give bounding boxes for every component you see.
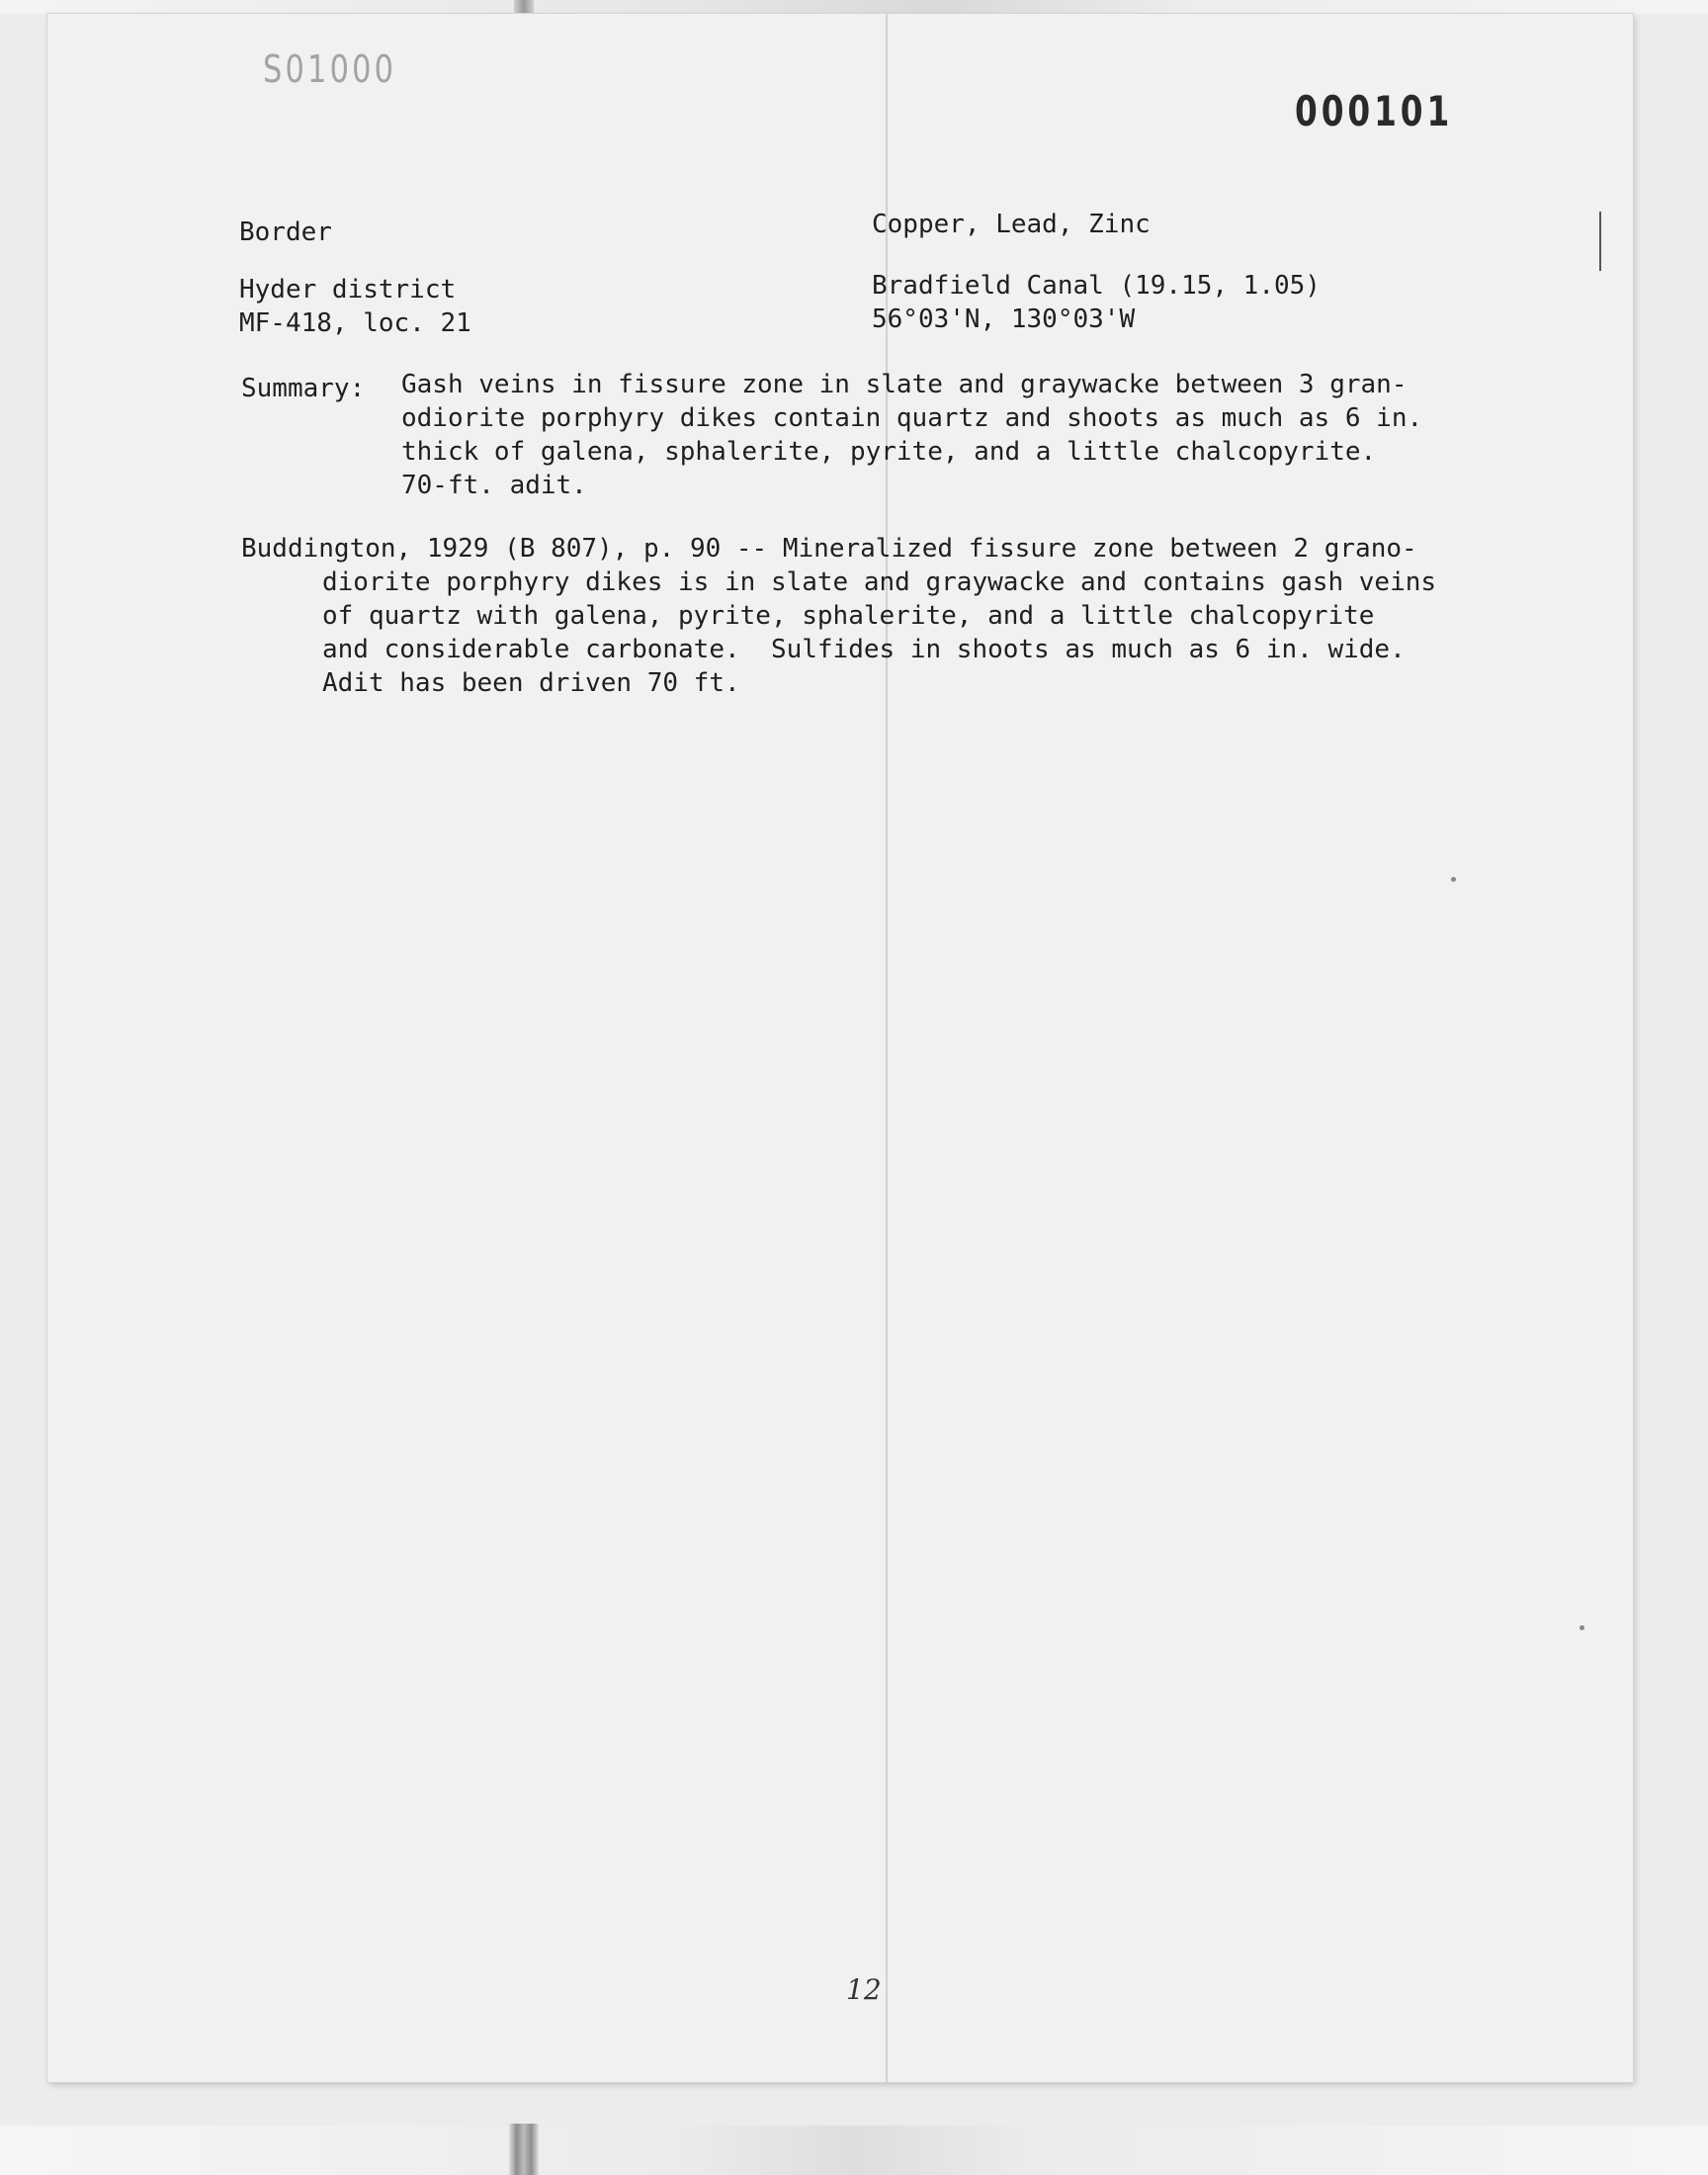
reference-line: of quartz with galena, pyrite, sphalerite, and a little chalcopyrite bbox=[322, 601, 1375, 631]
scanner-streak-bottom bbox=[509, 2124, 539, 2175]
record-stamp-number: 000101 bbox=[1295, 87, 1454, 135]
faint-stamp-number: S01000 bbox=[263, 47, 397, 91]
district: Hyder district bbox=[239, 275, 457, 304]
summary-line: thick of galena, sphalerite, pyrite, and a little chalcopyrite. bbox=[401, 437, 1377, 467]
property-name: Border bbox=[239, 218, 332, 247]
scanner-band-top bbox=[0, 0, 1708, 14]
coordinates: 56°03'N, 130°03'W bbox=[872, 304, 1136, 334]
quadrangle: Bradfield Canal (19.15, 1.05) bbox=[872, 271, 1321, 301]
edge-mark bbox=[1599, 212, 1601, 271]
reference-line: Buddington, 1929 (B 807), p. 90 -- Mineralized fissure zone between 2 grano- bbox=[241, 534, 1417, 564]
commodities: Copper, Lead, Zinc bbox=[872, 210, 1151, 239]
document-page bbox=[47, 14, 1633, 2082]
reference-line: Adit has been driven 70 ft. bbox=[322, 668, 740, 698]
summary-label: Summary: bbox=[241, 374, 366, 403]
reference-line: diorite porphyry dikes is in slate and graywacke and contains gash veins bbox=[322, 567, 1437, 597]
page-number: 12 bbox=[846, 1973, 882, 2006]
summary-line: Gash veins in fissure zone in slate and graywacke between 3 gran- bbox=[401, 370, 1408, 399]
speck bbox=[1580, 1625, 1584, 1630]
map-reference: MF-418, loc. 21 bbox=[239, 308, 471, 338]
scanner-band-bottom bbox=[0, 2126, 1708, 2175]
summary-line: 70-ft. adit. bbox=[401, 471, 587, 500]
summary-line: odiorite porphyry dikes contain quartz and shoots as much as 6 in. bbox=[401, 403, 1423, 433]
reference-line: and considerable carbonate. Sulfides in shoots as much as 6 in. wide. bbox=[322, 635, 1406, 664]
speck bbox=[1451, 877, 1456, 882]
